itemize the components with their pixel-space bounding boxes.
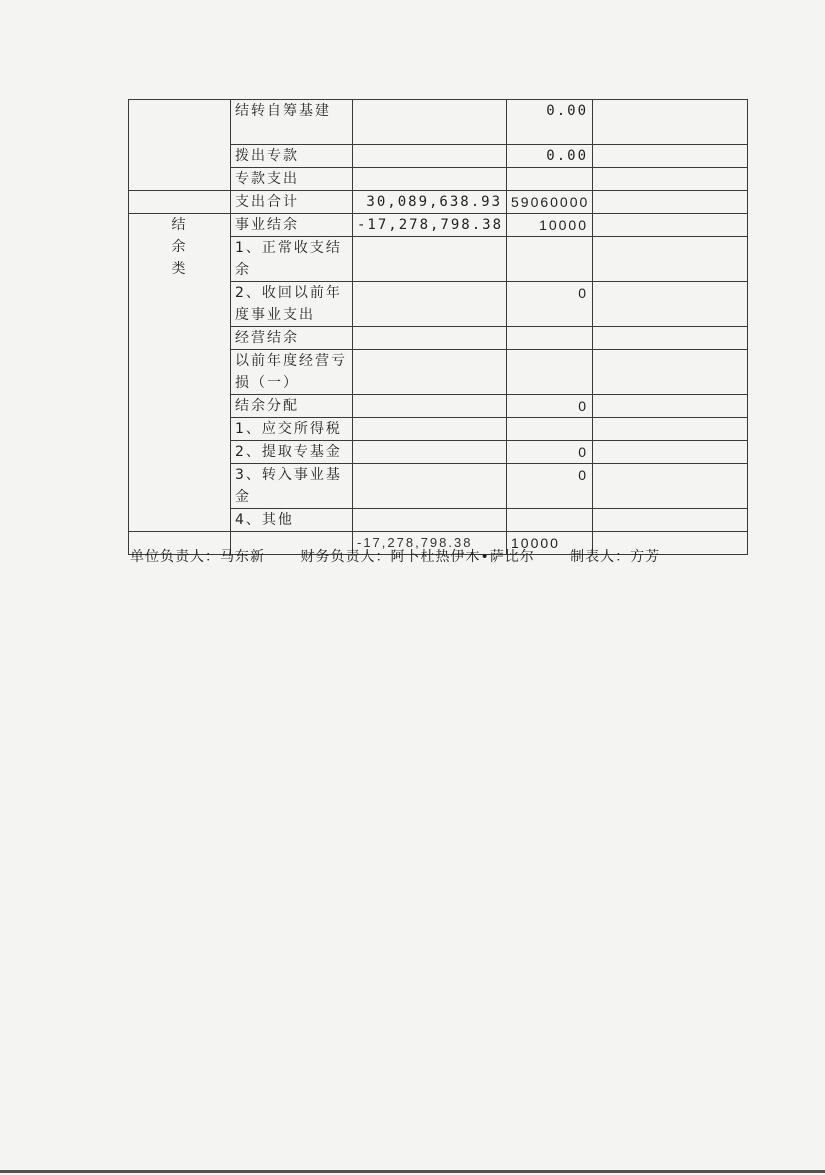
value-cell: 10000	[507, 532, 593, 555]
value-cell: 30,089,638.93	[353, 191, 507, 214]
value-cell	[507, 350, 593, 395]
item-cell: 事业结余	[231, 214, 353, 237]
item-cell: 2、提取专基金	[231, 441, 353, 464]
value-cell: 0	[507, 464, 593, 509]
value-cell	[593, 509, 748, 532]
value-cell: -17,278,798.38	[353, 532, 507, 555]
item-cell: 拨出专款	[231, 145, 353, 168]
value-cell	[593, 441, 748, 464]
value-cell	[353, 509, 507, 532]
value-cell	[593, 214, 748, 237]
value-cell	[353, 100, 507, 145]
category-cell	[129, 100, 231, 191]
signature-footer	[130, 546, 660, 566]
item-cell: 1、正常收支结余	[231, 237, 353, 282]
item-cell: 3、转入事业基金	[231, 464, 353, 509]
item-cell: 2、收回以前年度事业支出	[231, 282, 353, 327]
value-cell	[593, 237, 748, 282]
value-cell	[593, 395, 748, 418]
item-cell: 经营结余	[231, 327, 353, 350]
item-cell: 结余分配	[231, 395, 353, 418]
value-cell	[593, 100, 748, 145]
table-row	[129, 100, 748, 145]
unit-head: 单位负责人：马东新	[130, 549, 265, 565]
value-cell	[507, 509, 593, 532]
value-cell	[593, 145, 748, 168]
financial-table	[128, 99, 748, 555]
value-cell: 0	[507, 441, 593, 464]
value-cell	[507, 327, 593, 350]
finance-head: 财务负责人：阿卜杜热伊木•萨比尔	[300, 549, 535, 565]
category-cell-surplus	[129, 214, 231, 532]
value-cell	[353, 441, 507, 464]
value-cell	[593, 168, 748, 191]
value-cell	[593, 282, 748, 327]
table-row	[129, 191, 748, 214]
value-cell: -17,278,798.38	[353, 214, 507, 237]
value-cell	[353, 350, 507, 395]
value-cell: 0.00	[507, 145, 593, 168]
value-cell: 10000	[507, 214, 593, 237]
value-cell: 0	[507, 282, 593, 327]
value-cell	[593, 350, 748, 395]
value-cell	[353, 464, 507, 509]
preparer: 制表人：方芳	[570, 549, 661, 565]
value-cell	[353, 327, 507, 350]
value-cell: 0	[507, 395, 593, 418]
value-cell	[593, 327, 748, 350]
value-cell	[353, 145, 507, 168]
value-cell: 0.00	[507, 100, 593, 145]
value-cell	[507, 168, 593, 191]
value-cell	[353, 395, 507, 418]
category-cell	[129, 191, 231, 214]
value-cell	[593, 464, 748, 509]
value-cell	[593, 418, 748, 441]
value-cell	[353, 282, 507, 327]
item-cell: 支出合计	[231, 191, 353, 214]
item-cell: 专款支出	[231, 168, 353, 191]
value-cell: 59060000	[507, 191, 593, 214]
item-cell: 以前年度经营亏损（一）	[231, 350, 353, 395]
scan-edge	[0, 1170, 825, 1173]
value-cell	[507, 237, 593, 282]
value-cell	[353, 418, 507, 441]
value-cell	[507, 418, 593, 441]
item-cell: 结转自筹基建	[231, 100, 353, 145]
value-cell	[353, 168, 507, 191]
item-cell: 1、应交所得税	[231, 418, 353, 441]
item-cell: 4、其他	[231, 509, 353, 532]
value-cell	[593, 191, 748, 214]
table-row	[129, 214, 748, 237]
category-label: 结 余 类	[171, 217, 188, 277]
value-cell	[353, 237, 507, 282]
